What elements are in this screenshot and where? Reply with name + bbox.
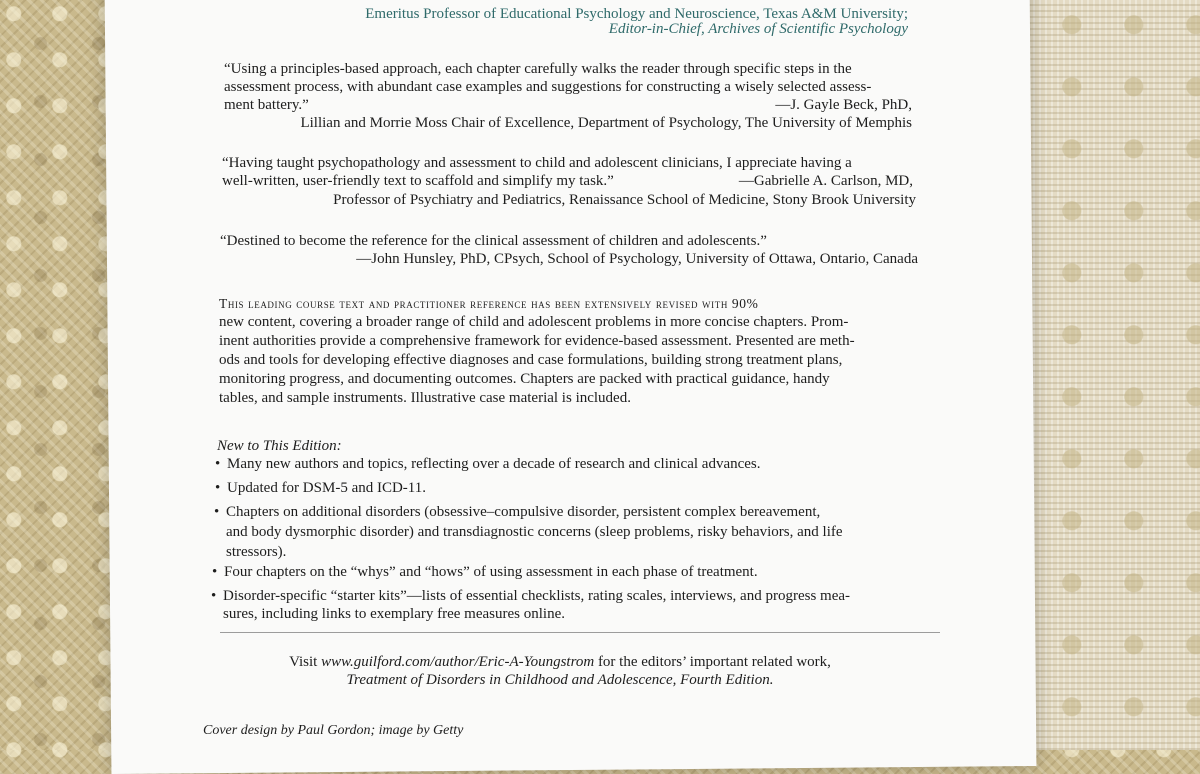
author-affiliation-line: Emeritus Professor of Educational Psychology and Neuroscience, Texas A&M University;	[365, 6, 908, 22]
description-lead: This leading course text and practitioner reference has been extensively revised with 90%	[219, 296, 759, 311]
endorsement-quote-line: well-written, user-friendly text to scaffold and simplify my task.”	[222, 173, 614, 189]
description-line: tables, and sample instruments. Illustrative case material is included.	[219, 390, 631, 406]
endorsement-quote-line: assessment process, with abundant case examples and suggestions for constructing a wisely selected assess-	[224, 79, 872, 95]
new-edition-bullet: • Chapters on additional disorders (obsessive–compulsive disorder, persistent complex bereavement,	[214, 503, 820, 522]
description-line: inent authorities provide a comprehensive framework for evidence-based assessment. Presented are meth-	[219, 333, 855, 349]
endorsement-quote-line: “Destined to become the reference for the clinical assessment of children and adolescents.”	[220, 233, 767, 249]
new-edition-bullet: • Four chapters on the “whys” and “hows” of using assessment in each phase of treatment.	[212, 563, 758, 582]
visit-suffix: for the editors’ important related work,	[597, 654, 831, 670]
new-edition-bullet-cont: and body dysmorphic disorder) and transdiagnostic concerns (sleep problems, risky behaviors, and life	[226, 524, 843, 540]
new-edition-bullet: • Disorder-specific “starter kits”—lists of essential checklists, rating scales, interviews, and progress mea-	[211, 587, 850, 606]
visit-url: www.guilford.com/author/Eric-A-Youngstrom	[321, 654, 595, 670]
endorsement-quote-line: “Having taught psychopathology and assessment to child and adolescent clinicians, I appreciate having a	[222, 155, 852, 171]
divider-rule	[220, 632, 940, 633]
related-book-title: Treatment of Disorders in Childhood and Adolescence, Fourth Edition.	[346, 672, 774, 688]
author-affiliation-editor: Editor-in-Chief, Archives of Scientific Psychology	[608, 21, 908, 37]
endorsement-author: —John Hunsley, PhD, CPsych, School of Psychology, University of Ottawa, Ontario, Canada	[356, 251, 918, 267]
endorsement-affiliation: Lillian and Morrie Moss Chair of Excellence, Department of Psychology, The University of Memphis	[300, 115, 912, 131]
new-edition-bullet-cont: stressors).	[226, 544, 287, 560]
description-line: monitoring progress, and documenting outcomes. Chapters are packed with practical guidance, handy	[219, 371, 830, 387]
new-edition-heading: New to This Edition:	[217, 438, 342, 454]
cover-credit: Cover design by Paul Gordon; image by Getty	[203, 723, 464, 738]
visit-prefix: Visit	[289, 654, 318, 670]
description-line: ods and tools for developing effective diagnoses and case formulations, building strong treatment plans,	[219, 352, 843, 368]
endorsement-quote-line: ment battery.”	[224, 97, 309, 113]
endorsement-quote-line: “Using a principles-based approach, each chapter carefully walks the reader through specific steps in the	[224, 61, 852, 77]
visit-line	[150, 653, 970, 672]
endorsement-author: —J. Gayle Beck, PhD,	[775, 97, 912, 113]
new-edition-bullet-cont: sures, including links to exemplary free measures online.	[223, 606, 565, 622]
description-line: new content, covering a broader range of child and adolescent problems in more concise chapters. Prom-	[219, 314, 849, 330]
endorsement-author: —Gabrielle A. Carlson, MD,	[738, 173, 913, 189]
new-edition-bullet: • Many new authors and topics, reflecting over a decade of research and clinical advances.	[215, 455, 761, 474]
endorsement-affiliation: Professor of Psychiatry and Pediatrics, Renaissance School of Medicine, Stony Brook University	[333, 192, 916, 208]
new-edition-bullet: • Updated for DSM-5 and ICD-11.	[215, 479, 426, 498]
